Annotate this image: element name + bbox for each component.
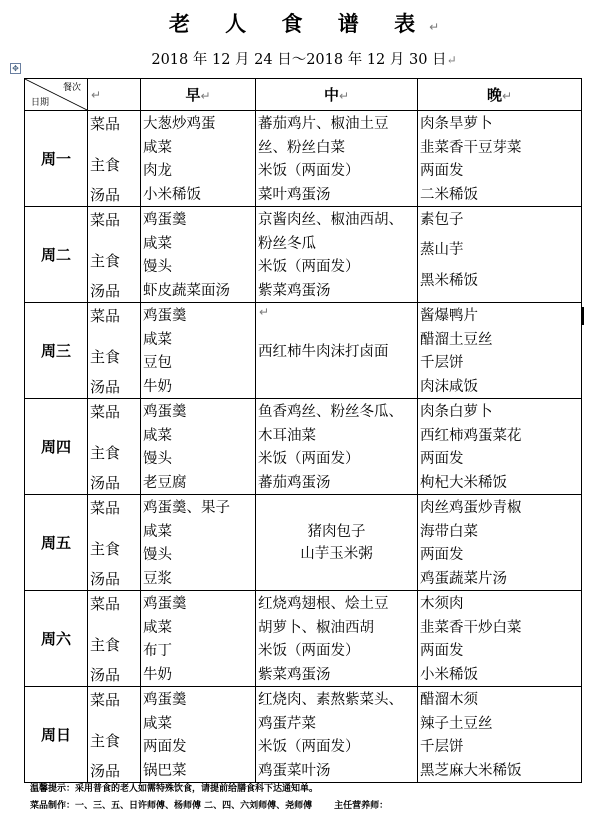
dinner-item: 酱爆鸭片: [420, 308, 478, 324]
table-row: [25, 111, 582, 207]
breakfast-item: 锅巴菜: [143, 762, 187, 779]
dinner-item: 两面发: [420, 547, 464, 564]
diagonal-header-cell: [25, 79, 88, 111]
table-move-handle-icon[interactable]: ✥: [10, 63, 21, 74]
breakfast-item: 咸菜: [143, 139, 172, 156]
breakfast-item: 肉龙: [143, 163, 172, 180]
breakfast-item: 豆浆: [143, 570, 172, 587]
category-item: 主食: [90, 731, 121, 750]
dinner-lines: [418, 591, 581, 686]
dinner-item: 韭菜香干炒白菜: [420, 619, 522, 636]
breakfast-cell[interactable]: [141, 495, 256, 591]
menu-table: [24, 78, 582, 783]
breakfast-item: 鸡蛋羹: [143, 212, 187, 228]
dinner-item: 千层饼: [420, 739, 464, 756]
table-row: [25, 207, 582, 303]
dinner-item: 黑芝麻大米稀饭: [420, 762, 522, 779]
lunch-item: 胡萝卜、椒油西胡: [258, 619, 374, 636]
dinner-item: 木须肉: [420, 596, 464, 612]
breakfast-item: 大葱炒鸡蛋: [143, 116, 216, 132]
lunch-item: 鱼香鸡丝、粉丝冬瓜、: [258, 404, 403, 420]
breakfast-item: 两面发: [143, 739, 187, 756]
category-lines: [88, 687, 140, 782]
day-name-cell: 周二: [25, 207, 88, 303]
dinner-item: 小米稀饭: [420, 666, 478, 683]
lunch-centered: [256, 495, 417, 590]
lunch-item: 蕃茄鸡片、椒油土豆: [258, 116, 389, 132]
lunch-cell[interactable]: [256, 111, 418, 207]
dinner-item: 千层饼: [420, 355, 464, 372]
breakfast-item: 小米稀饭: [143, 186, 201, 203]
category-item: 菜品: [90, 307, 121, 325]
breakfast-item: 老豆腐: [143, 474, 187, 491]
dinner-lines: [418, 207, 581, 302]
breakfast-header: 早↵: [141, 79, 256, 111]
dinner-cell[interactable]: [418, 111, 582, 207]
dinner-lines: [418, 303, 581, 398]
dinner-cell[interactable]: [418, 687, 582, 783]
day-name-cell: 周三: [25, 303, 88, 399]
breakfast-item: 咸菜: [143, 427, 172, 444]
dinner-item: 黑米稀饭: [420, 272, 478, 289]
breakfast-item: 咸菜: [143, 715, 172, 732]
breakfast-cell[interactable]: [141, 111, 256, 207]
category-cell: [88, 687, 141, 783]
breakfast-lines: [141, 111, 255, 206]
dinner-cell[interactable]: [418, 399, 582, 495]
lunch-lines: [256, 591, 417, 686]
breakfast-item: 虾皮蔬菜面汤: [143, 282, 230, 299]
date-header-label: 日期: [31, 98, 50, 108]
lunch-cell[interactable]: [256, 687, 418, 783]
category-cell: [88, 495, 141, 591]
category-item: 主食: [90, 155, 121, 174]
category-item: 主食: [90, 635, 121, 654]
text-cursor: [582, 307, 584, 325]
category-lines: [88, 399, 140, 494]
breakfast-cell[interactable]: [141, 303, 256, 399]
category-cell: [88, 399, 141, 495]
paragraph-mark: ↵: [259, 305, 270, 319]
breakfast-item: 鸡蛋羹: [143, 308, 187, 324]
dinner-item: 韭菜香干豆芽菜: [420, 139, 522, 156]
category-item: 汤品: [90, 761, 121, 780]
breakfast-lines: [141, 399, 255, 494]
category-lines: [88, 207, 140, 302]
dinner-item: 鸡蛋蔬菜片汤: [420, 570, 507, 587]
breakfast-item: 鸡蛋羹、果子: [143, 500, 230, 516]
lunch-lines: [256, 111, 417, 206]
category-item: 主食: [90, 347, 121, 366]
day-name-cell: 周五: [25, 495, 88, 591]
lunch-lines: [256, 399, 417, 494]
category-item: 主食: [90, 443, 121, 462]
day-name-cell: 周六: [25, 591, 88, 687]
dinner-item: 醋溜木须: [420, 692, 478, 708]
lunch-lines: [256, 207, 417, 302]
dinner-item: 辣子土豆丝: [420, 715, 493, 732]
category-item: 菜品: [90, 115, 121, 133]
table-row: [25, 399, 582, 495]
dinner-item: 肉条白萝卜: [420, 404, 493, 420]
chef-note: 菜品制作：一、三、五、日许师傅、杨师傅 二、四、六刘师傅、尧师傅 主任营养师：: [30, 801, 389, 811]
dinner-item: 两面发: [420, 163, 464, 180]
lunch-item: 粉丝冬瓜: [258, 235, 316, 252]
category-item: 菜品: [90, 211, 121, 229]
breakfast-item: 馒头: [143, 547, 172, 564]
lunch-item: 木耳油菜: [258, 427, 316, 444]
date-range: 2018 年 12 月 24 日～2018 年 12 月 30 日↵: [151, 52, 457, 68]
breakfast-item: 鸡蛋羹: [143, 596, 187, 612]
dinner-item: 素包子: [420, 212, 464, 228]
breakfast-item: 咸菜: [143, 523, 172, 540]
meal-header-label: 餐次: [62, 83, 81, 93]
dinner-item: 二米稀饭: [420, 186, 478, 203]
category-lines: [88, 495, 140, 590]
lunch-item: 米饭（两面发）: [258, 739, 360, 756]
breakfast-item: 咸菜: [143, 235, 172, 252]
breakfast-item: 鸡蛋羹: [143, 404, 187, 420]
lunch-item: 红烧鸡翅根、烩土豆: [258, 596, 389, 612]
dinner-item: 两面发: [420, 643, 464, 660]
category-item: 汤品: [90, 473, 121, 492]
breakfast-lines: [141, 687, 255, 782]
lunch-item: 紫菜鸡蛋汤: [258, 282, 331, 299]
table-row: [25, 687, 582, 783]
lunch-item: 米饭（两面发）: [258, 163, 360, 180]
lunch-item: 菜叶鸡蛋汤: [258, 186, 331, 203]
dinner-item: 肉丝鸡蛋炒青椒: [420, 500, 522, 516]
breakfast-item: 牛奶: [143, 666, 172, 683]
lunch-item: 蕃茄鸡蛋汤: [258, 474, 331, 491]
lunch-cell[interactable]: [256, 495, 418, 591]
lunch-item: 米饭（两面发）: [258, 259, 360, 276]
lunch-item: 米饭（两面发）: [258, 451, 360, 468]
dinner-cell[interactable]: [418, 207, 582, 303]
dinner-lines: [418, 111, 581, 206]
breakfast-item: 咸菜: [143, 619, 172, 636]
breakfast-item: 馒头: [143, 451, 172, 468]
category-cell: [88, 111, 141, 207]
dinner-cell[interactable]: [418, 495, 582, 591]
dinner-item: 海带白菜: [420, 523, 478, 540]
breakfast-item: 布丁: [143, 643, 172, 660]
dinner-cell[interactable]: [418, 303, 582, 399]
day-name-cell: 周四: [25, 399, 88, 495]
category-lines: [88, 303, 140, 398]
breakfast-lines: [141, 207, 255, 302]
dinner-item: 蒸山芋: [420, 242, 464, 259]
dinner-lines: [418, 687, 581, 782]
breakfast-item: 豆包: [143, 355, 172, 372]
lunch-cell[interactable]: [256, 399, 418, 495]
lunch-item: 紫菜鸡蛋汤: [258, 666, 331, 683]
lunch-cell[interactable]: [256, 207, 418, 303]
dinner-item: 西红柿鸡蛋菜花: [420, 427, 522, 444]
breakfast-lines: [141, 495, 255, 590]
lunch-item: 米饭（两面发）: [258, 643, 360, 660]
category-cell: [88, 303, 141, 399]
category-cell: [88, 207, 141, 303]
table-header-row: [25, 79, 582, 111]
category-lines: [88, 111, 140, 206]
lunch-item: 红烧肉、素熬紫菜头、: [258, 692, 403, 708]
table-row: [25, 495, 582, 591]
breakfast-cell[interactable]: [141, 399, 256, 495]
breakfast-item: 咸菜: [143, 331, 172, 348]
lunch-item: 鸡蛋芹菜: [258, 715, 316, 732]
category-item: 主食: [90, 251, 121, 270]
category-item: 汤品: [90, 281, 121, 300]
dinner-item: 肉条旱萝卜: [420, 116, 493, 132]
lunch-lines: [256, 687, 417, 782]
category-item: 菜品: [90, 403, 121, 421]
dinner-item: 枸杞大米稀饭: [420, 474, 507, 491]
table-row: [25, 591, 582, 687]
category-item: 主食: [90, 539, 121, 558]
lunch-item: 西红柿牛肉沫打卤面: [258, 344, 389, 360]
lunch-item: 猪肉包子: [307, 523, 366, 540]
day-name-cell: 周日: [25, 687, 88, 783]
breakfast-lines: [141, 303, 255, 398]
lunch-item: 京酱肉丝、椒油西胡、: [258, 212, 403, 228]
tip-note: 温馨提示：采用普食的老人如需特殊饮食，请提前给膳食科下达通知单。: [30, 784, 319, 794]
category-item: 汤品: [90, 377, 121, 396]
category-item: 菜品: [90, 595, 121, 613]
table-row: [25, 303, 582, 399]
page-title: 老 人 食 谱 表↵: [168, 12, 440, 36]
dinner-lines: [418, 399, 581, 494]
day-name-cell: 周一: [25, 111, 88, 207]
lunch-item: 鸡蛋菜叶汤: [258, 762, 331, 779]
category-item: 菜品: [90, 499, 121, 517]
category-item: 菜品: [90, 691, 121, 709]
breakfast-cell[interactable]: [141, 207, 256, 303]
dinner-item: 两面发: [420, 451, 464, 468]
breakfast-cell[interactable]: [141, 687, 256, 783]
lunch-cell[interactable]: [256, 591, 418, 687]
dinner-item: 肉沫咸饭: [420, 378, 478, 395]
dinner-header: 晚↵: [418, 79, 582, 111]
dinner-cell[interactable]: [418, 591, 582, 687]
dinner-lines: [418, 495, 581, 590]
lunch-cell[interactable]: [256, 303, 418, 399]
dinner-item: 醋溜土豆丝: [420, 331, 493, 348]
breakfast-lines: [141, 591, 255, 686]
breakfast-item: 牛奶: [143, 378, 172, 395]
category-cell: [88, 591, 141, 687]
breakfast-item: 馒头: [143, 259, 172, 276]
breakfast-item: 鸡蛋羹: [143, 692, 187, 708]
category-item: 汤品: [90, 569, 121, 588]
category-item: 汤品: [90, 185, 121, 204]
lunch-item: 丝、粉丝白菜: [258, 139, 345, 156]
lunch-item: 山芋玉米粥: [300, 545, 373, 562]
category-header-cell: ↵: [88, 79, 141, 111]
breakfast-cell[interactable]: [141, 591, 256, 687]
lunch-header: 中↵: [256, 79, 418, 111]
category-lines: [88, 591, 140, 686]
category-item: 汤品: [90, 665, 121, 684]
